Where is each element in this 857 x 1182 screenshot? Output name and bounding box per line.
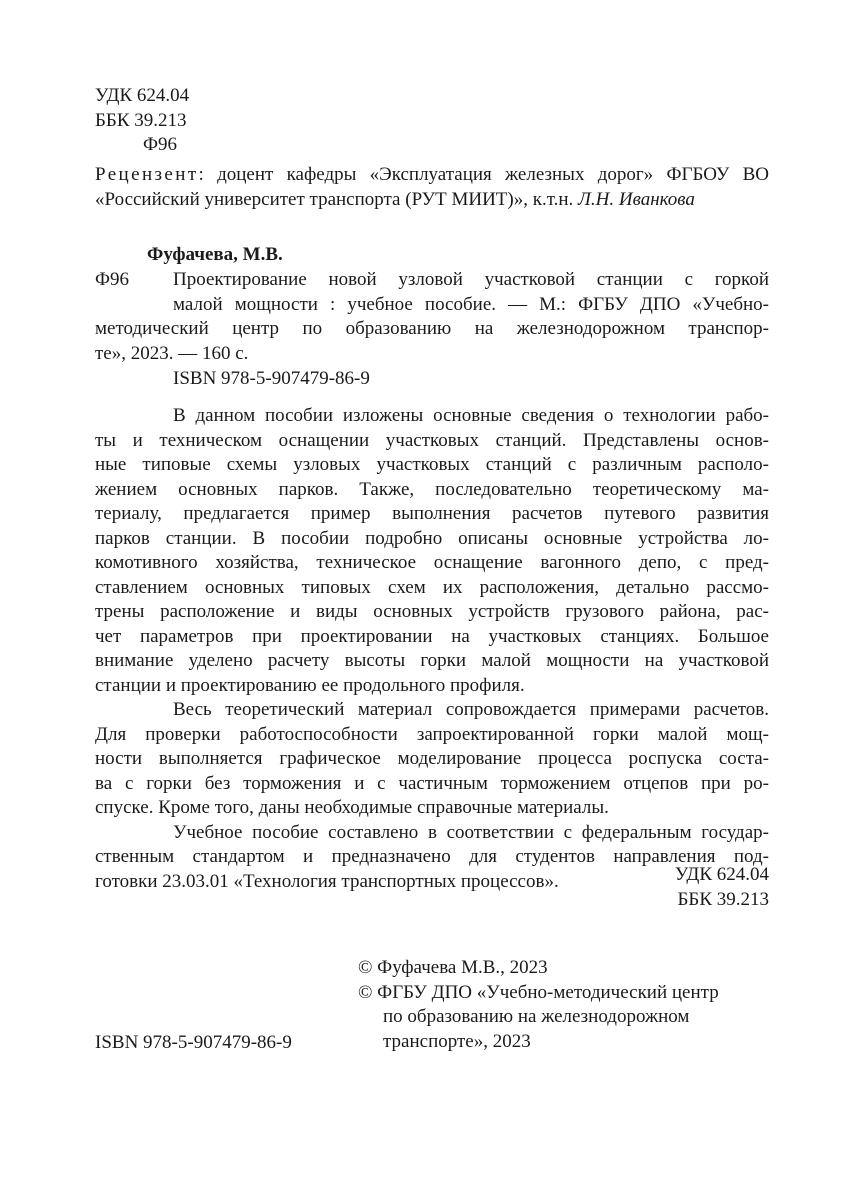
copyright-publisher: © ФГБУ ДПО «Учебно-методический центр [358, 981, 719, 1003]
classification-block [95, 84, 189, 158]
annotation-line: ные типовые схемы узловых участковых станций с различным располо- [95, 454, 769, 475]
annotation-line: ственным стандартом и предназначено для студентов направления под- [95, 846, 769, 867]
annotation-line: жением основных парков. Также, последовательно теоретическому ма- [95, 478, 769, 500]
annotation-line: ставлением основных типовых схем их расположения, детально рассмо- [95, 576, 769, 598]
annotation-line: внимание уделено расчету высоты горки малой мощности на участковой [95, 650, 769, 671]
annotation-line: трены расположение и виды основных устройств грузового района, рас- [95, 601, 769, 622]
bib-line: Проектирование новой узловой участковой станции с горкой [173, 269, 769, 290]
bib-line: малой мощности : учебное пособие. — М.: ФГБУ ДПО «Учебно- [173, 293, 769, 315]
right-codes [569, 863, 769, 912]
copyright-author: © Фуфачева М.В., 2023 [358, 957, 548, 978]
annotation-line: ты и техническом оснащении участковых станций. Представлены основ- [95, 429, 769, 451]
annotation [95, 404, 769, 894]
reviewer-block [95, 163, 769, 212]
annotation-line: чет параметров при проектировании на участковых станциях. Большое [95, 625, 769, 647]
reviewer-line-2 [95, 188, 769, 213]
annotation-paragraph-1 [95, 404, 769, 698]
bib-author: Фуфачева, М.В. [147, 244, 283, 265]
copyright-publisher-cont: транспорте», 2023 [383, 1030, 531, 1052]
reviewer-line-1 [95, 163, 769, 188]
bib-line: методический центр по образованию на железнодорожном транспор- [95, 318, 769, 339]
annotation-line: спуске. Кроме того, даны необходимые справочные материалы. [95, 797, 609, 818]
annotation-line: парков станции. В пособии подробно описаны основные устройства ло- [95, 527, 769, 549]
annotation-paragraph-2 [95, 698, 769, 821]
annotation-line: Для проверки работоспособности запроектированной горки малой мощ- [95, 723, 769, 745]
reviewer-line-1-text: : доцент кафедры «Эксплуатация железных дорог» ФГБОУ ВО [198, 164, 769, 185]
author-mark: Ф96 [143, 134, 178, 155]
bib-mark: Ф96 [95, 269, 130, 290]
annotation-line: станции и проектированию ее продольного профиля. [95, 674, 525, 696]
annotation-line: ности выполняется графическое моделирование процесса роспуска соста- [95, 748, 769, 769]
copyright-publisher-cont: по образованию на железнодорожном [383, 1006, 690, 1027]
annotation-line: Учебное пособие составлено в соответствии с федеральным государ- [173, 821, 769, 843]
annotation-line: Весь теоретический материал сопровождается примерами расчетов. [173, 699, 769, 720]
copyright-block [358, 956, 719, 1054]
bib-line: те», 2023. — 160 с. [95, 342, 249, 364]
annotation-line: готовки 23.03.01 «Технология транспортных процессов». [95, 870, 559, 892]
annotation-line: В данном пособии изложены основные сведения о технологии рабо- [173, 405, 769, 426]
udk-code: УДК 624.04 [95, 85, 190, 106]
annotation-line: комотивного хозяйства, техническое оснащение вагонного депо, с пред- [95, 552, 769, 573]
reviewer-name: Л.Н. Иванкова [578, 188, 695, 210]
bbk-code: ББК 39.213 [95, 109, 187, 131]
udk-code-right: УДК 624.04 [674, 864, 769, 885]
reviewer-label: Рецензент [95, 164, 199, 185]
bib-isbn: ISBN 978-5-907479-86-9 [173, 368, 370, 389]
bottom-isbn: ISBN 978-5-907479-86-9 [95, 1032, 292, 1053]
annotation-line: ва с горки без торможения и с частичным торможением отцепов при ро- [95, 772, 769, 794]
bbk-code-right: ББК 39.213 [677, 888, 769, 910]
annotation-line: териалу, предлагается пример выполнения расчетов путевого развития [95, 503, 769, 524]
reviewer-line-2-text: «Российский университет транспорта (РУТ МИИТ)», к.т.н. [95, 188, 579, 210]
